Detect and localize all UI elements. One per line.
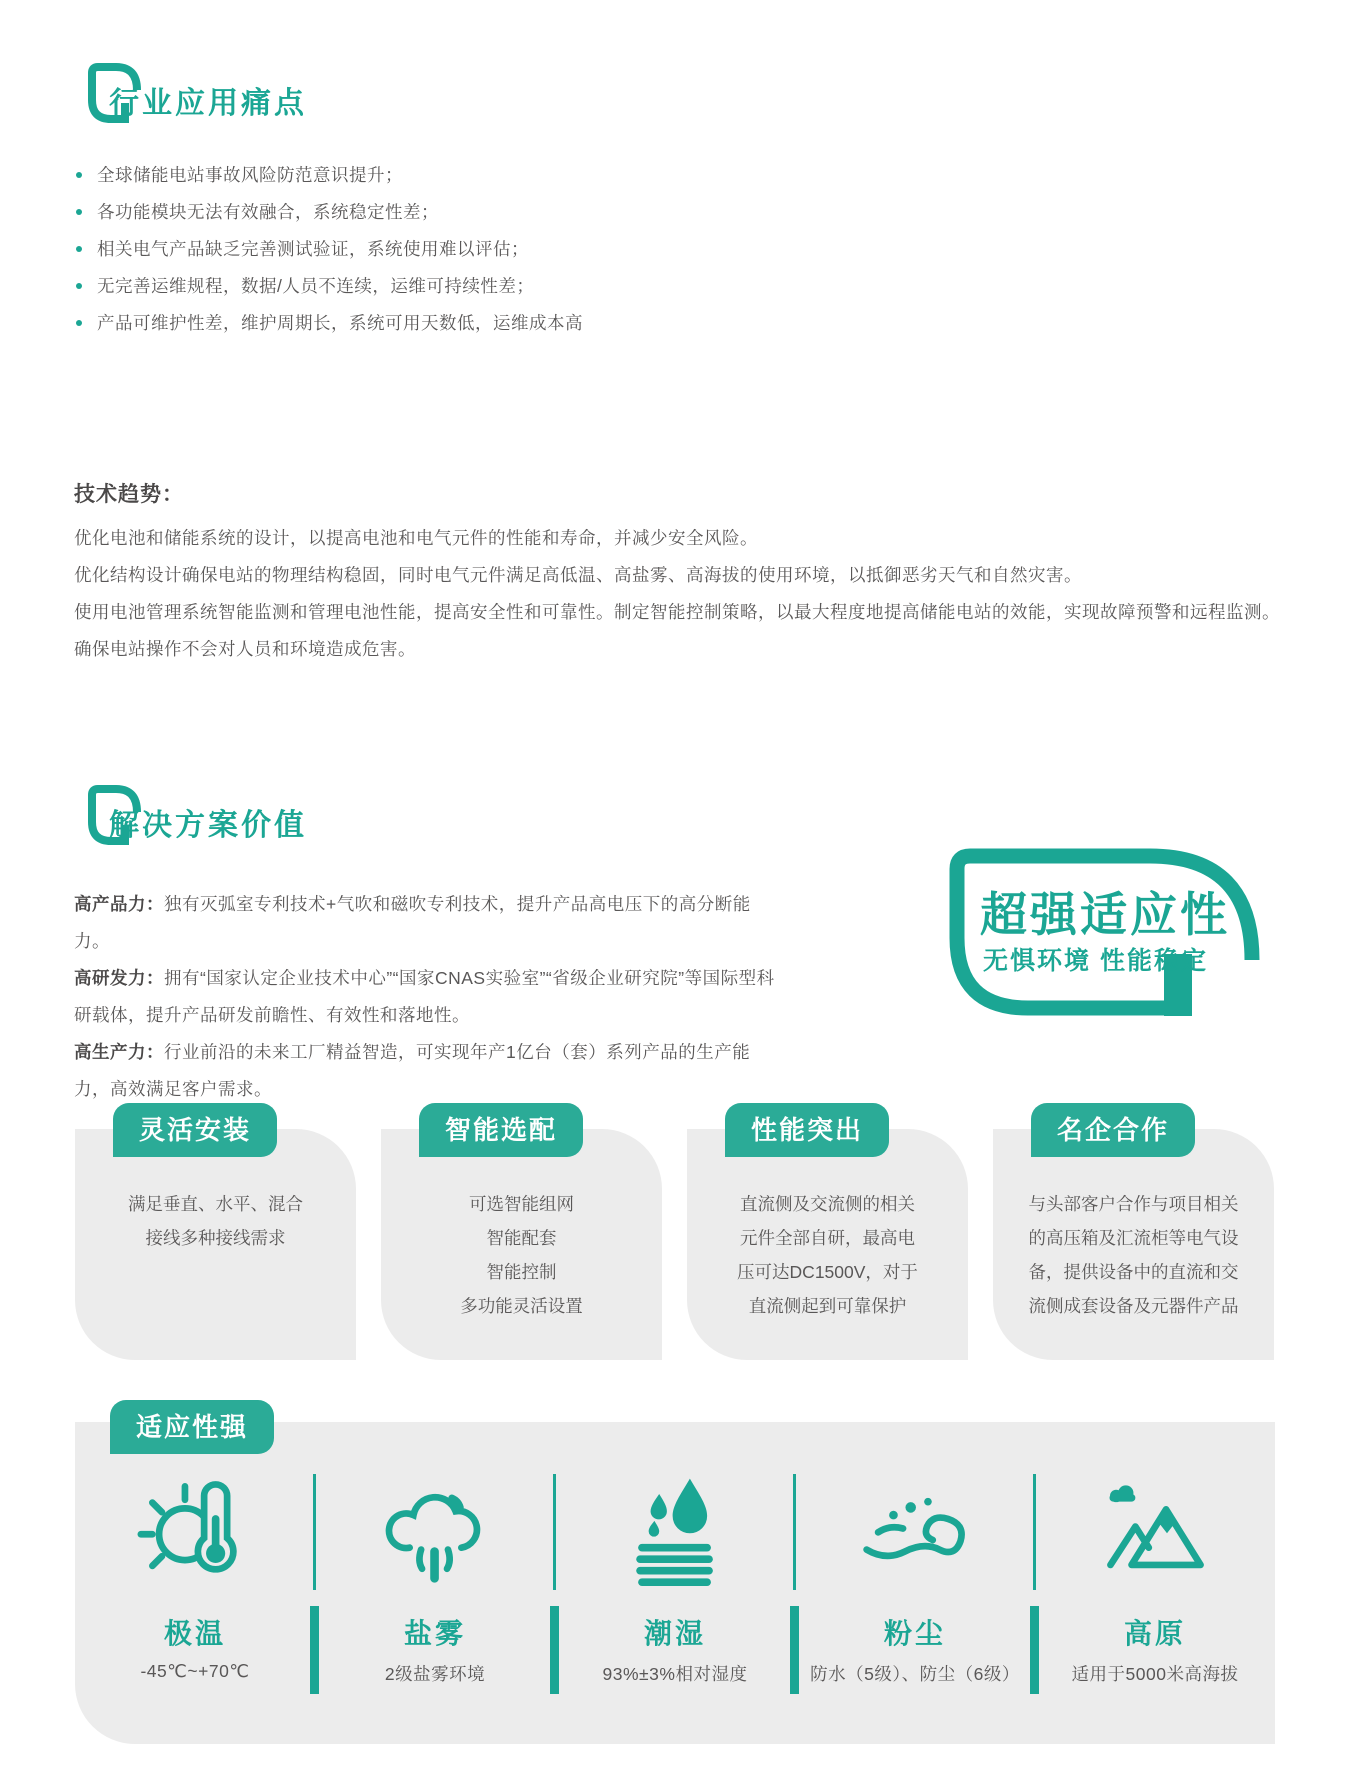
card-line: 智能控制 [486,1262,557,1282]
card-line: 智能配套 [486,1228,557,1248]
adaptability-desc: 93%±3%相对湿度 [602,1664,748,1684]
pain-point-text: 全球储能电站事故风险防范意识提升； [97,165,403,185]
pain-points-header [85,58,505,138]
tech-trends-section [74,478,1289,668]
card-body [993,1129,1274,1360]
bullet-dot-icon [76,172,82,178]
card-title-pill: 智能选配 [419,1103,583,1157]
card-title-pill: 灵活安装 [113,1103,277,1157]
solution-header [85,780,505,860]
list-item [76,267,583,304]
card-line: 压可达DC1500V，对于 [737,1262,918,1282]
pain-point-text: 各功能模块无法有效融合，系统稳定性差； [97,202,439,222]
adaptability-title-pill: 适应性强 [110,1400,274,1454]
bullet-dot-icon [76,283,82,289]
pain-point-text: 无完善运维规程，数据/人员不连续，运维可持续性差； [97,276,535,296]
solution-title: 解决方案价值 [109,809,307,842]
adaptability-section [75,1412,1275,1744]
plateau-icon [1035,1468,1275,1588]
adaptability-name: 盐雾 [403,1618,466,1649]
solution-item [74,1034,786,1108]
solution-item-label: 高产品力： [74,894,164,914]
bullet-dot-icon [76,209,82,215]
card-line: 多功能灵活设置 [460,1296,583,1316]
card-line: 的高压箱及汇流柜等电气设 [1028,1228,1239,1248]
adaptability-item-dust [795,1422,1035,1744]
salt-fog-icon [315,1468,555,1588]
solution-item [74,960,786,1034]
adaptability-item-plateau [1035,1422,1275,1744]
badge-title: 超强适应性 [980,888,1230,941]
solution-item [74,886,786,960]
solution-item-label: 高研发力： [74,968,164,988]
pain-points-title: 行业应用痛点 [109,87,307,120]
feature-cards [75,1103,1275,1360]
card-line: 直流侧及交流侧的相关 [740,1194,915,1214]
badge-subtitle: 无惧环境 性能稳定 [983,947,1208,975]
bullet-dot-icon [76,320,82,326]
card-line: 可选智能组网 [469,1194,574,1214]
list-item [76,193,583,230]
adaptability-name: 高原 [1123,1618,1186,1649]
adaptability-grid [75,1422,1275,1744]
adaptability-name: 粉尘 [883,1618,946,1649]
pain-point-text: 相关电气产品缺乏完善测试验证，系统使用难以评估； [97,239,529,259]
tech-trends-title: 技术趋势： [74,483,184,506]
solution-item-text: 行业前沿的未来工厂精益智造，可实现年产1亿台（套）系列产品的生产能力，高效满足客户需求。 [74,1042,751,1099]
feature-card-smart-options [381,1103,662,1360]
card-line: 元件全部自研，最高电 [740,1228,915,1248]
adaptability-desc: 防水（5级）、防尘（6级） [810,1664,1020,1684]
solution-item-label: 高生产力： [74,1042,164,1062]
adaptability-desc: 适用于5000米高海拔 [1071,1664,1239,1684]
card-line: 接线多种接线需求 [145,1228,286,1248]
list-item [76,304,583,341]
adaptability-desc: -45℃~+70℃ [140,1661,250,1681]
pain-points-list [76,156,583,341]
card-line: 满足垂直、水平、混合 [128,1194,303,1214]
tech-trends-paragraph: 优化电池和储能系统的设计，以提高电池和电气元件的性能和寿命，并减少安全风险。 [74,528,758,548]
card-body [75,1129,356,1360]
bullet-dot-icon [76,246,82,252]
pain-point-text: 产品可维护性差，维护周期长，系统可用天数低，运维成本高 [97,313,583,333]
adaptability-item-humidity [555,1422,795,1744]
list-item [76,230,583,267]
card-body [381,1129,662,1360]
humidity-icon [555,1468,795,1588]
adaptability-item-temperature [75,1422,315,1744]
tech-trends-paragraph: 使用电池管理系统智能监测和管理电池性能，提高安全性和可靠性。制定智能控制策略，以最大程度地提高储能电站的效能，实现故障预警和远程监测。确保电站操作不会对人员和环境造成危害。 [74,602,1280,659]
card-title-pill: 性能突出 [725,1103,889,1157]
feature-card-flexible-install [75,1103,356,1360]
card-line: 直流侧起到可靠保护 [748,1296,907,1316]
tech-trends-paragraph: 优化结构设计确保电站的物理结构稳固，同时电气元件满足高低温、高盐雾、高海拔的使用环境，以抵御恶劣天气和自然灾害。 [74,565,1082,585]
extreme-temperature-icon [75,1468,315,1588]
feature-card-performance [687,1103,968,1360]
adaptability-item-salt-fog [315,1422,555,1744]
adaptability-name: 极温 [163,1618,226,1649]
card-body [687,1129,968,1360]
card-line: 与头部客户合作与项目相关 [1028,1194,1239,1214]
solution-item-text: 独有灭弧室专利技术+气吹和磁吹专利技术，提升产品高电压下的高分断能力。 [74,894,751,951]
adaptability-name: 潮湿 [643,1618,706,1649]
solution-item-text: 拥有“国家认定企业技术中心”“国家CNAS实验室”“省级企业研究院”等国际型科研载体，提升产品研发前瞻性、有效性和落地性。 [74,968,775,1025]
card-line: 备，提供设备中的直流和交 [1028,1262,1239,1282]
card-line: 流侧成套设备及元器件产品 [1028,1296,1239,1316]
adaptability-badge [936,836,1274,1034]
feature-card-partnership [993,1103,1274,1360]
adaptability-desc: 2级盐雾环境 [384,1664,486,1684]
card-title-pill: 名企合作 [1031,1103,1195,1157]
dust-icon [795,1468,1035,1588]
list-item [76,156,583,193]
solution-value-text [74,886,786,1108]
